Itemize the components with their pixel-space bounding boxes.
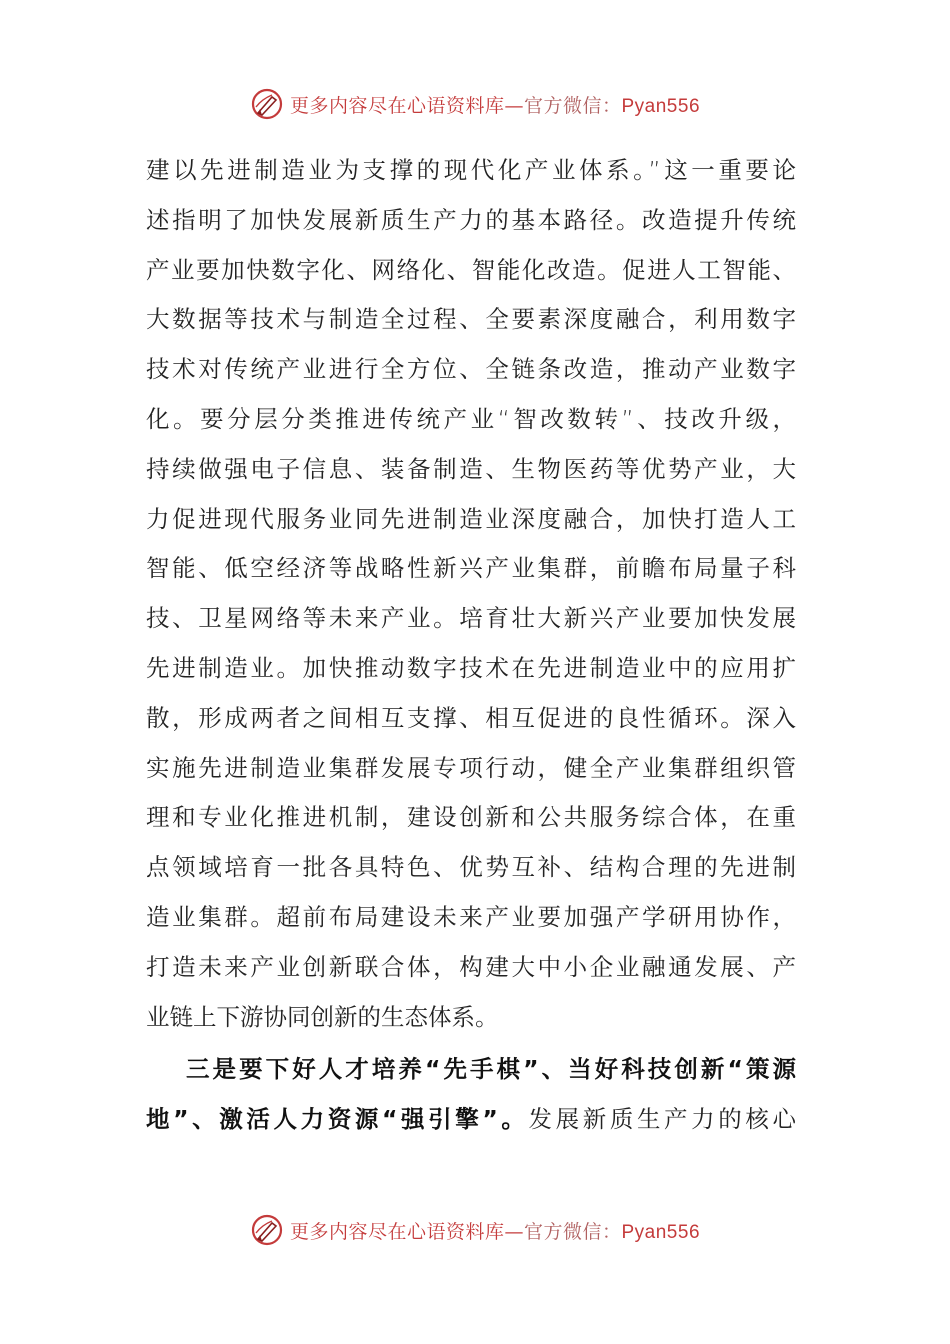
text-line: 力促进现代服务业同先进制造业深度融合，加快打造人工 (146, 504, 796, 533)
text-line: 理和专业化推进机制，建设创新和公共服务综合体，在重 (146, 803, 796, 832)
footer-banner-id: Pyan556 (621, 1221, 701, 1243)
text-line: 大数据等技术与制造全过程、全要素深度融合，利用数字 (146, 305, 796, 334)
text-line: 述指明了加快发展新质生产力的基本路径。改造提升传统 (146, 205, 796, 234)
text-line: 先进制造业。加快推动数字技术在先进制造业中的应用扩 (146, 653, 796, 682)
text-line: 持续做强电子信息、装备制造、生物医药等优势产业，大 (146, 454, 796, 483)
body-text: 发展新质生产力的核心 (528, 1105, 796, 1134)
paragraph-1 (146, 146, 796, 1042)
mixed-text-line (146, 1095, 796, 1145)
header-banner-wechat: 官方微信： (523, 94, 622, 117)
text-line: 建以先进制造业为支撑的现代化产业体系。”这一重要论 (146, 156, 796, 184)
bold-heading-line: 三是要下好人才培养“先手棋”、当好科技创新“策源 (186, 1055, 796, 1084)
footer-banner-main: 更多内容尽在心语资料库— (289, 1220, 524, 1243)
text-line: 点领域培育一批各具特色、优势互补、结构合理的先进制 (146, 853, 796, 882)
text-line: 化。要分层分类推进传统产业“智改数转”、技改升级， (146, 404, 796, 433)
footer-banner-wechat: 官方微信： (523, 1220, 622, 1243)
document-body (146, 146, 796, 1145)
header-banner (0, 84, 950, 124)
text-line: 实施先进制造业集群发展专项行动，健全产业集群组织管 (146, 753, 796, 782)
text-line: 造业集群。超前布局建设未来产业要加强产学研用协作， (146, 902, 796, 931)
header-banner-main: 更多内容尽在心语资料库— (289, 94, 524, 117)
text-line: 散，形成两者之间相互支撑、相互促进的良性循环。深入 (146, 703, 796, 732)
text-line: 技、卫星网络等未来产业。培育壮大新兴产业要加快发展 (146, 604, 796, 633)
text-line: 技术对传统产业进行全方位、全链条改造，推动产业数字 (146, 355, 796, 384)
footer-banner (0, 1210, 950, 1250)
text-line: 产业要加快数字化、网络化、智能化改造。促进人工智能、 (146, 255, 796, 284)
text-line: 打造未来产业创新联合体，构建大中小企业融通发展、产 (146, 952, 796, 981)
footer-banner-text (290, 1217, 700, 1244)
paragraph-2 (146, 1045, 796, 1145)
bold-heading-text: 地”、激活人力资源“强引擎”。 (146, 1105, 529, 1134)
text-line: 智能、低空经济等战略性新兴产业集群，前瞻布局量子科 (146, 554, 796, 583)
pen-logo-icon (250, 87, 284, 121)
header-banner-text (290, 91, 700, 118)
header-banner-id: Pyan556 (621, 95, 701, 117)
text-line: 业链上下游协同创新的生态体系。 (146, 1002, 499, 1031)
pen-logo-icon (250, 1213, 284, 1247)
